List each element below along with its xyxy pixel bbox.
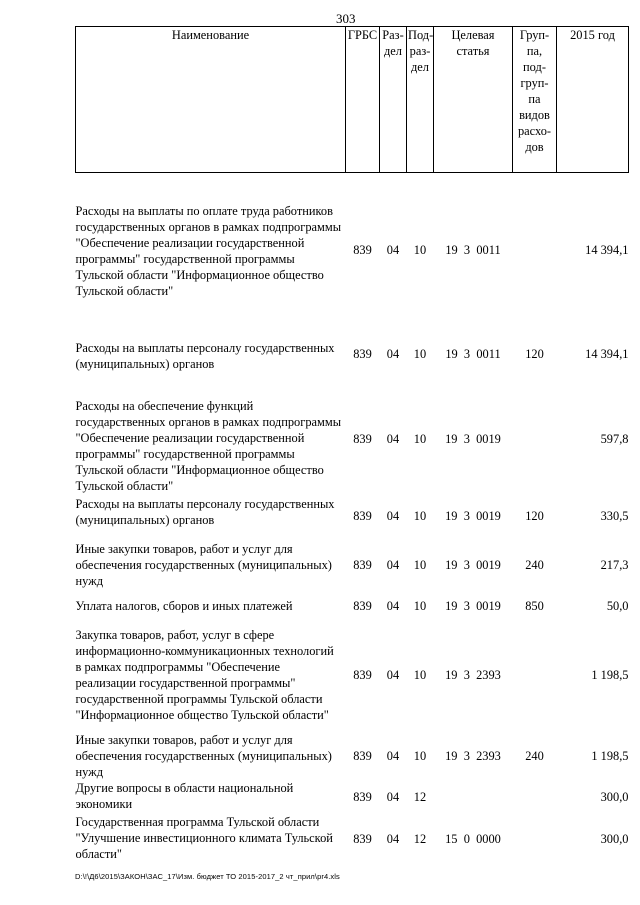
- header-group: Груп- па, под- груп- па видов расхо- дов: [513, 27, 557, 173]
- row-group: 120: [525, 509, 544, 523]
- row-razdel: 04: [386, 748, 400, 763]
- row-group: [513, 814, 557, 864]
- table-row: [76, 327, 629, 382]
- row-grbs: 839: [353, 242, 372, 257]
- page-number: 303: [336, 11, 356, 26]
- row-podrazdel: 10: [413, 431, 427, 446]
- table-row: [76, 537, 629, 594]
- row-razdel: 04: [386, 431, 400, 446]
- row-grbs: 839: [353, 668, 372, 682]
- row-group: 120: [525, 347, 544, 361]
- header-name: Наименование: [76, 27, 346, 173]
- row-target: 15 0 0000: [445, 831, 501, 846]
- row-name: Расходы на обеспечение функций государственных органов в рамках подпрограммы "Обеспечение реализации государственной программы" государственной программы Тульской области "Информационное общество Тульской области": [75, 398, 342, 493]
- row-grbs: 839: [353, 347, 372, 361]
- row-grbs: 839: [353, 789, 372, 804]
- header-year: 2015 год: [557, 27, 629, 173]
- row-amount: 1 198,5: [591, 748, 629, 763]
- row-razdel: 04: [386, 347, 400, 361]
- row-podrazdel: 10: [413, 668, 427, 682]
- row-name: Уплата налогов, сборов и иных платежей: [75, 598, 293, 613]
- table-row: [76, 594, 629, 619]
- row-amount: 14 394,1: [585, 347, 629, 361]
- row-name: Расходы на выплаты по оплате труда работников государственных органов в рамках подпрограммы "Обеспечение реализации государственной программы" государственной программы Тульской области "Информационное общество Тульской области": [75, 204, 342, 298]
- row-grbs: 839: [353, 509, 372, 523]
- row-target: 19 3 0011: [445, 242, 501, 257]
- row-group: [513, 173, 557, 327]
- row-group: 850: [525, 599, 544, 613]
- row-razdel: 04: [386, 599, 400, 613]
- table-row: [76, 732, 629, 780]
- row-target: [434, 780, 513, 814]
- header-target: Целевая статья: [434, 27, 513, 173]
- table-row: [76, 619, 629, 732]
- row-amount: 50,0: [606, 599, 629, 613]
- row-target: 19 3 2393: [445, 748, 501, 763]
- row-amount: 14 394,1: [585, 242, 629, 257]
- row-grbs: 839: [353, 831, 372, 846]
- row-target: 19 3 0011: [445, 347, 501, 361]
- row-razdel: 04: [386, 242, 400, 257]
- row-group: [513, 780, 557, 814]
- row-razdel: 04: [386, 668, 400, 682]
- row-group: 240: [525, 558, 544, 572]
- row-name: Закупка товаров, работ, услуг в сфере информационно-коммуникационных технологий в рамках подпрограммы "Обеспечение реализации государственной программы" государственной программы Тульской области "Информационное общество Тульской области": [75, 627, 334, 722]
- row-razdel: 04: [386, 789, 400, 804]
- row-group: [513, 619, 557, 732]
- header-podrazdel: Под- раз- дел: [407, 27, 434, 173]
- row-target: 19 3 0019: [445, 558, 501, 572]
- row-name: Расходы на выплаты персоналу государственных (муниципальных) органов: [75, 496, 335, 527]
- row-grbs: 839: [353, 431, 372, 446]
- row-podrazdel: 10: [413, 748, 427, 763]
- row-group: 240: [525, 748, 544, 763]
- row-grbs: 839: [353, 748, 372, 763]
- row-target: 19 3 2393: [445, 668, 501, 682]
- file-path-footer: D:\!\Д6\2015\ЗАКОН\ЗАС_17\Изм. бюджет ТО 2015-2017_2 чт_прил\pr4.xls: [75, 872, 340, 881]
- table-row: [76, 780, 629, 814]
- row-target: 19 3 0019: [445, 431, 501, 446]
- row-podrazdel: 10: [413, 599, 427, 613]
- row-target: 19 3 0019: [445, 599, 501, 613]
- row-amount: 597,8: [600, 431, 629, 446]
- row-name: Расходы на выплаты персоналу государственных (муниципальных) органов: [75, 340, 335, 371]
- row-name: Государственная программа Тульской области "Улучшение инвестиционного климата Тульской области": [75, 814, 333, 861]
- row-name: Другие вопросы в области национальной экономики: [75, 780, 294, 811]
- row-podrazdel: 12: [413, 789, 427, 804]
- budget-table: [75, 26, 629, 864]
- row-grbs: 839: [353, 599, 372, 613]
- row-amount: 217,3: [600, 558, 629, 572]
- table-row: [76, 382, 629, 496]
- row-amount: 1 198,5: [591, 668, 629, 682]
- row-amount: 300,0: [600, 831, 629, 846]
- row-podrazdel: 10: [413, 509, 427, 523]
- table-row: [76, 173, 629, 327]
- row-name: Иные закупки товаров, работ и услуг для обеспечения государственных (муниципальных) нужд: [75, 732, 332, 779]
- table-header-row: [76, 27, 629, 173]
- row-amount: 330,5: [600, 509, 629, 523]
- row-razdel: 04: [386, 509, 400, 523]
- row-podrazdel: 10: [413, 242, 427, 257]
- row-grbs: 839: [353, 558, 372, 572]
- header-razdel: Раз- дел: [380, 27, 407, 173]
- row-podrazdel: 10: [413, 347, 427, 361]
- row-name: Иные закупки товаров, работ и услуг для обеспечения государственных (муниципальных) нужд: [75, 541, 332, 588]
- row-razdel: 04: [386, 831, 400, 846]
- row-podrazdel: 12: [413, 831, 427, 846]
- row-podrazdel: 10: [413, 558, 427, 572]
- row-target: 19 3 0019: [445, 509, 501, 523]
- row-razdel: 04: [386, 558, 400, 572]
- table-row: [76, 814, 629, 864]
- table-row: [76, 496, 629, 537]
- header-grbs: ГРБС: [346, 27, 380, 173]
- row-amount: 300,0: [600, 789, 629, 804]
- row-group: [513, 382, 557, 496]
